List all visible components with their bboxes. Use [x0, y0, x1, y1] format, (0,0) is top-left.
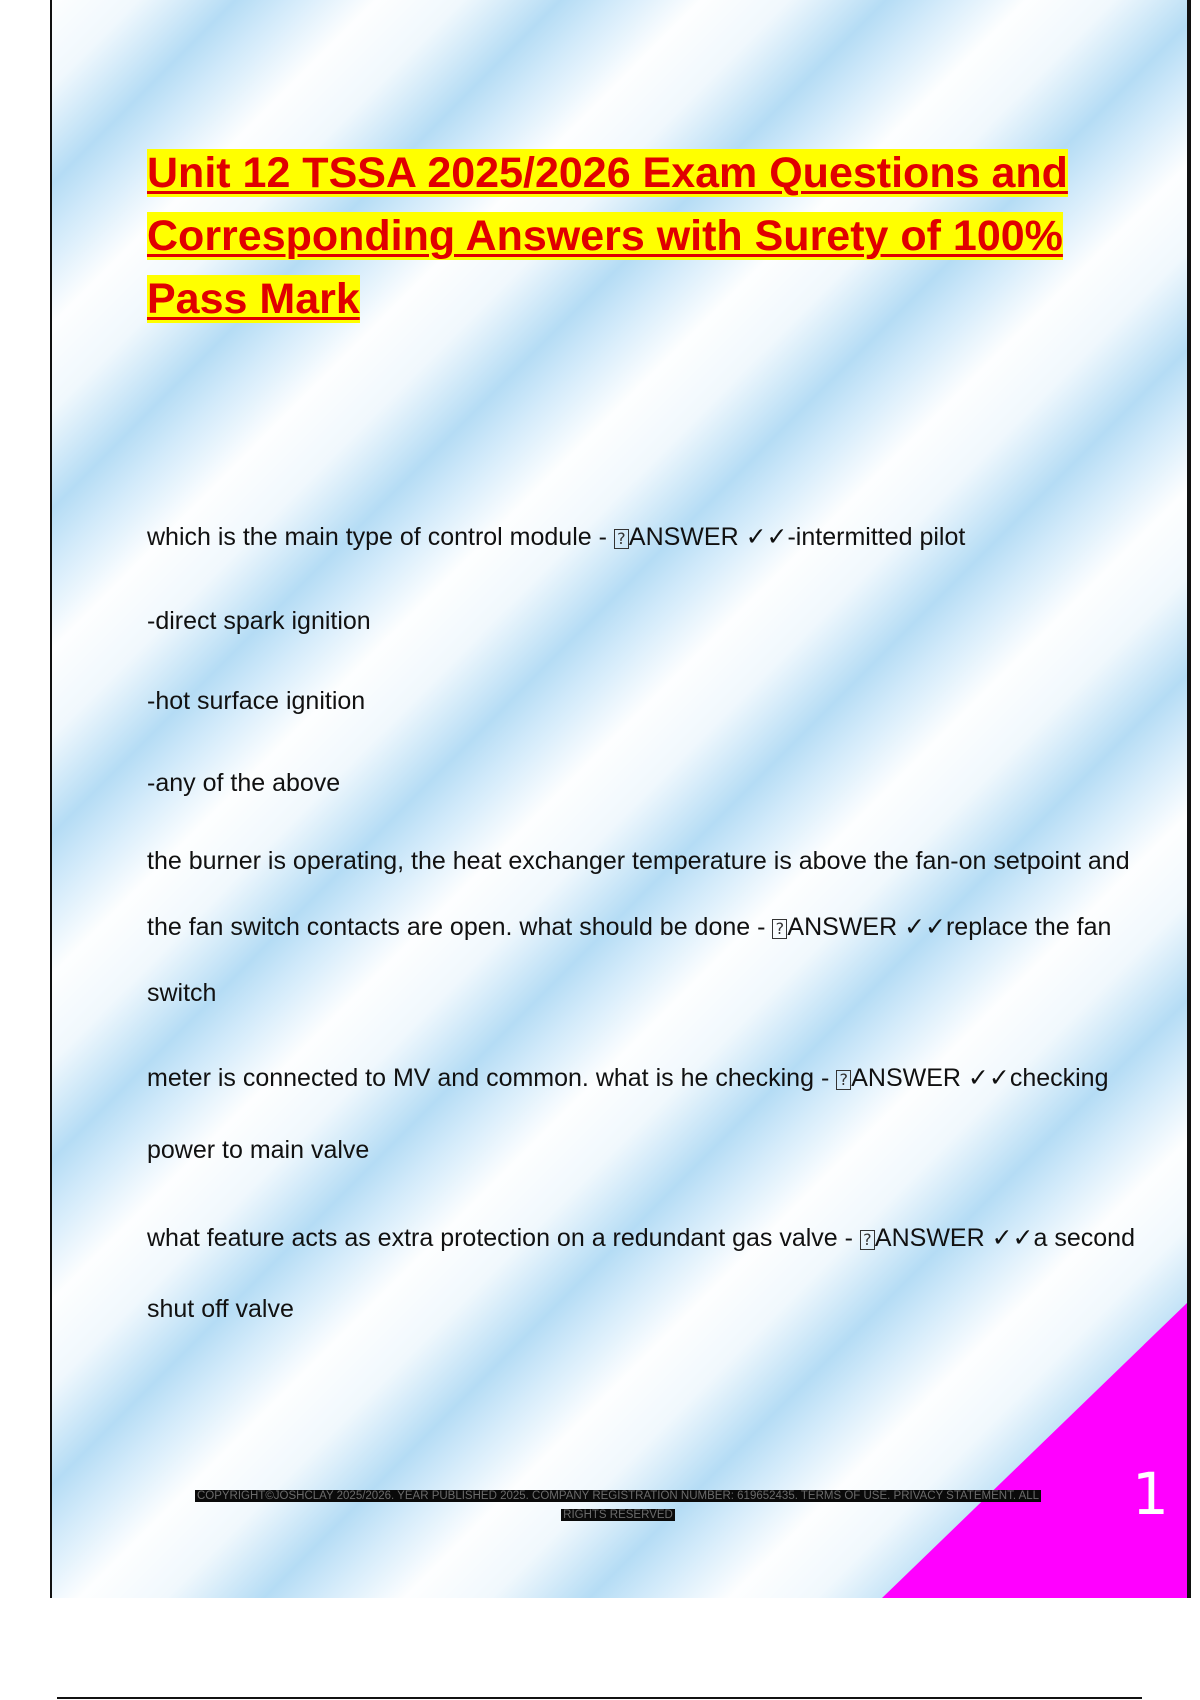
- question-text: which is the main type of control module -: [147, 523, 614, 551]
- page-divider: [57, 1697, 1142, 1699]
- corner-accent-triangle: [882, 1303, 1187, 1598]
- answer-text: checking power to main valve: [147, 1064, 1109, 1164]
- answer-option: -hot surface ignition: [147, 687, 366, 715]
- checkmark-icon: ✓✓: [745, 522, 788, 551]
- missing-glyph-icon: ?: [860, 1230, 875, 1250]
- missing-glyph-icon: ?: [614, 529, 629, 549]
- qa-list: [147, 520, 1147, 1345]
- copyright-text: COPYRIGHT©JOSHCLAY 2025/2026. YEAR PUBLISHED 2025. COMPANY REGISTRATION NUMBER: 619652435. TERMS OF USE. PRIVACY STATEMENT. ALL RIGHTS RESERVED: [196, 1490, 1040, 1521]
- qa-item: [147, 828, 1147, 1026]
- question-text: what feature acts as extra protection on a redundant gas valve -: [147, 1224, 860, 1252]
- answer-option: -any of the above: [147, 769, 341, 797]
- question-text: the burner is operating, the heat exchanger temperature is above the fan-on setpoint and the fan switch contacts are open. what should be done -: [147, 847, 1130, 941]
- question-text: meter is connected to MV and common. what is he checking -: [147, 1064, 837, 1092]
- answer-option: -direct spark ignition: [147, 607, 371, 635]
- missing-glyph-icon: ?: [836, 1070, 851, 1090]
- answer-text: a second shut off valve: [147, 1224, 1135, 1323]
- missing-glyph-icon: ?: [772, 919, 787, 939]
- checkmark-icon: ✓✓: [967, 1063, 1010, 1092]
- answer-text: replace the fan switch: [147, 913, 1112, 1007]
- answer-label: ANSWER: [628, 523, 746, 551]
- answer-label: ANSWER: [874, 1224, 992, 1252]
- answer-label: ANSWER: [851, 1064, 968, 1092]
- answer-label: ANSWER: [787, 913, 905, 941]
- document-page: [50, 0, 1191, 1598]
- qa-item: [147, 1042, 1147, 1186]
- page-number: 1: [1132, 1460, 1169, 1528]
- copyright-footer: [178, 1487, 1058, 1525]
- document-title-text: Unit 12 TSSA 2025/2026 Exam Questions and Corresponding Answers with Surety of 100% Pass Mark: [147, 149, 1068, 323]
- checkmark-icon: ✓✓: [991, 1223, 1034, 1252]
- document-title: [147, 142, 1147, 331]
- checkmark-icon: ✓✓: [904, 912, 946, 941]
- answer-text: -intermitted pilot: [787, 523, 966, 551]
- qa-item: [147, 520, 1147, 554]
